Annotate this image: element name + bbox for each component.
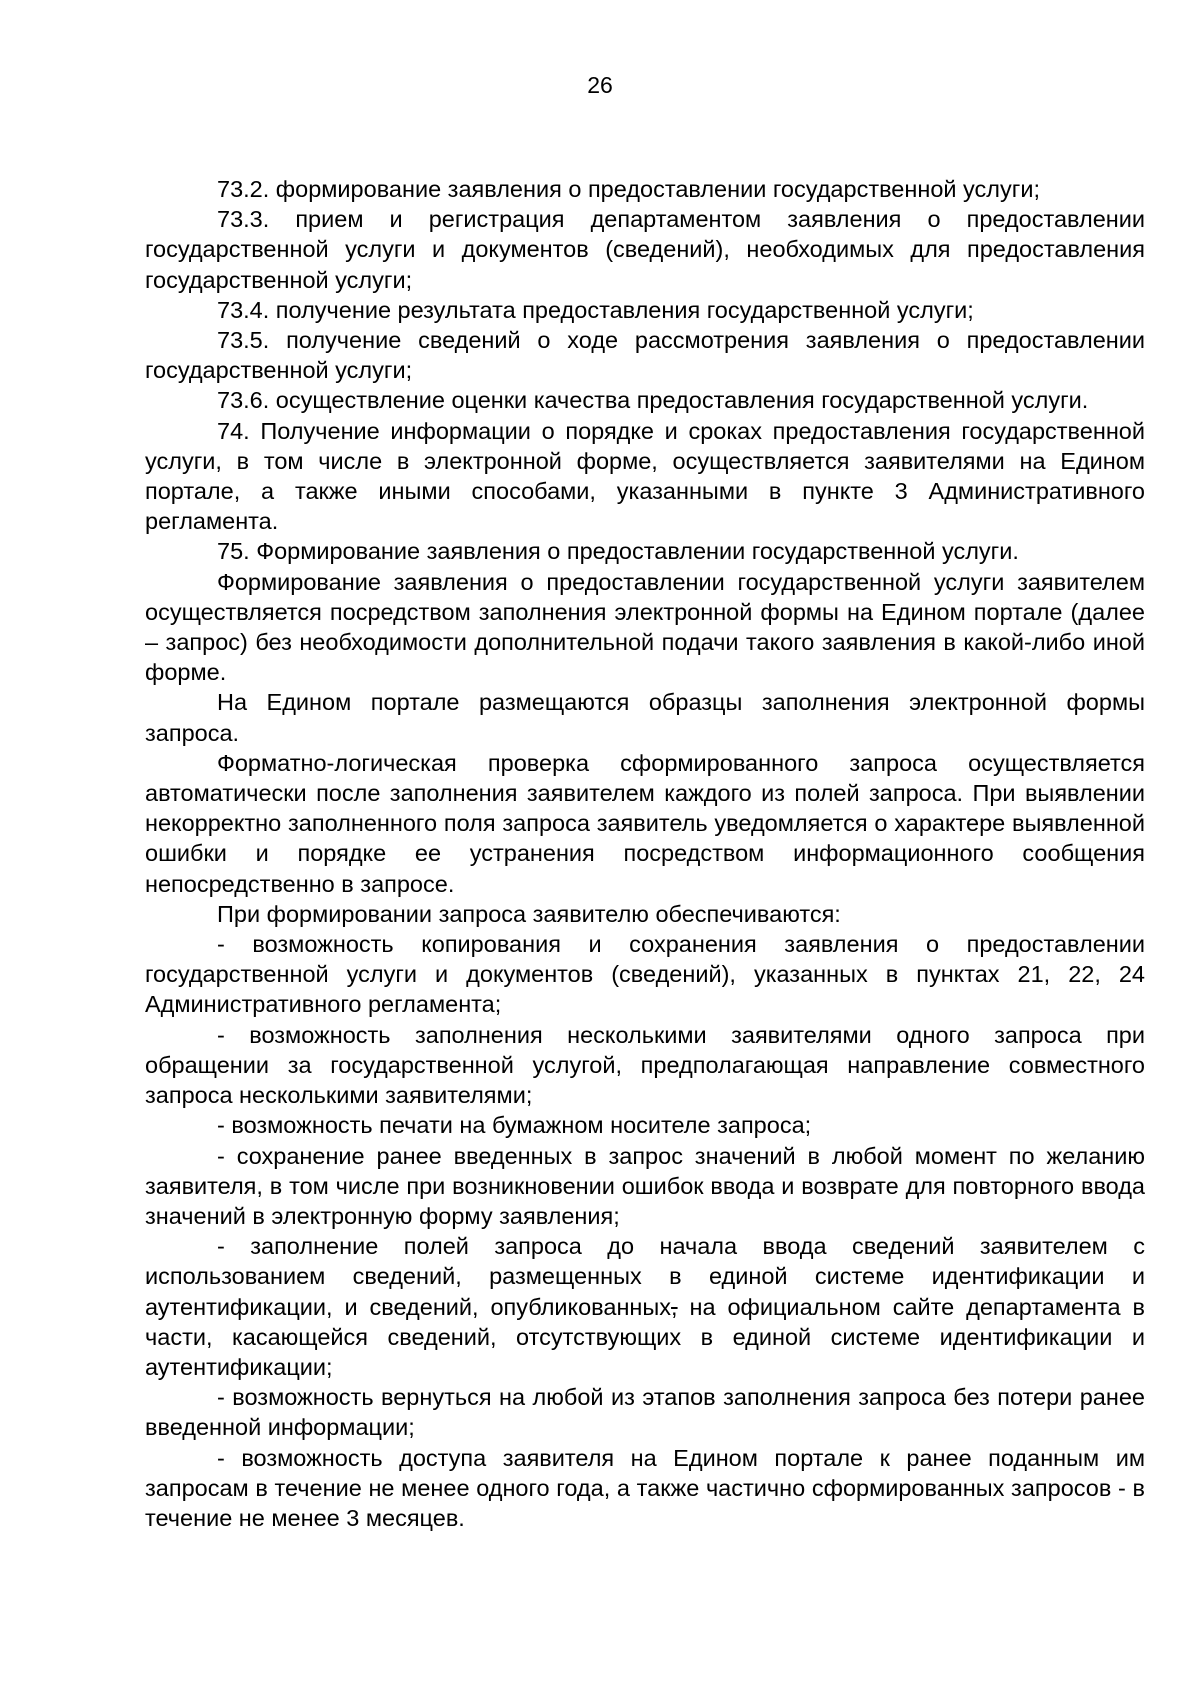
autofill-text-after: на официальном сайте департамента в части, касающейся сведений, отсутствующих в единой системе идентификации и аутентификации; xyxy=(145,1293,1145,1380)
paragraph-format-check: Форматно-логическая проверка сформированного запроса осуществляется автоматически после заполнения заявителем каждого из полей запроса. При выявлении некорректно заполненного поля запроса заявитель уведомляется о характере выявленной ошибки и порядке ее устранения посредством информационного сообщения непосредственно в запросе. xyxy=(145,749,1145,897)
paragraph-form-submission: Формирование заявления о предоставлении государственной услуги заявителем осуществляется посредством заполнения электронной формы на Едином портале (далее – запрос) без необходимости дополнительной подачи такого заявления в какой-либо иной форме. xyxy=(145,568,1145,686)
list-item-access-history: - возможность доступа заявителя на Едином портале к ранее поданным им запросам в течение не менее одного года, а также частично сформированных запросов - в течение не менее 3 месяцев. xyxy=(145,1444,1145,1531)
paragraph-73-3: 73.3. прием и регистрация департаментом заявления о предоставлении государственной услуги и документов (сведений), необходимых для предоставления государственной услуги; xyxy=(145,206,1145,293)
paragraph-75: 75. Формирование заявления о предоставлении государственной услуги. xyxy=(217,538,1019,565)
paragraph-73-6: 73.6. осуществление оценки качества предоставления государственной услуги. xyxy=(217,387,1089,414)
document-body xyxy=(145,174,1145,1533)
paragraph-73-5: 73.5. получение сведений о ходе рассмотрения заявления о предоставлении государственной услуги; xyxy=(145,327,1145,384)
list-item-print: - возможность печати на бумажном носителе запроса; xyxy=(217,1112,812,1139)
list-item-autofill xyxy=(145,1231,1145,1382)
autofill-text-before: - заполнение полей запроса до начала ввода сведений заявителем с использованием сведений, размещенных в единой системе идентификации и аутентификации, и сведений, опубликованных xyxy=(145,1233,1145,1320)
paragraph-73-4: 73.4. получение результата предоставления государственной услуги; xyxy=(217,296,974,323)
list-item-save-values: - сохранение ранее введенных в запрос значений в любой момент по желанию заявителя, в том числе при возникновении ошибок ввода и возврате для повторного ввода значений в электронную форму заявления; xyxy=(145,1142,1145,1229)
list-item-return-step: - возможность вернуться на любой из этапов заполнения запроса без потери ранее введенной информации; xyxy=(145,1384,1145,1441)
paragraph-73-2: 73.2. формирование заявления о предоставлении государственной услуги; xyxy=(217,176,1040,202)
list-item-copy-save: - возможность копирования и сохранения заявления о предоставлении государственной услуги и документов (сведений), указанных в пунктах 21, 22, 24 Административного регламента; xyxy=(145,931,1145,1018)
struck-comma: , xyxy=(671,1293,678,1320)
paragraph-74: 74. Получение информации о порядке и сроках предоставления государственной услуги, в том числе в электронной форме, осуществляется заявителями на Едином портале, а также иными способами, указанными в пункте 3 Административного регламента. xyxy=(145,417,1145,535)
page-number: 26 xyxy=(587,72,613,98)
list-item-multi-applicant: - возможность заполнения несколькими заявителями одного запроса при обращении за государственной услугой, предполагающая направление совместного запроса несколькими заявителями; xyxy=(145,1021,1145,1109)
paragraph-provided-features: При формировании запроса заявителю обеспечиваются: xyxy=(217,900,841,927)
paragraph-sample-forms: На Едином портале размещаются образцы заполнения электронной формы запроса. xyxy=(145,689,1145,746)
